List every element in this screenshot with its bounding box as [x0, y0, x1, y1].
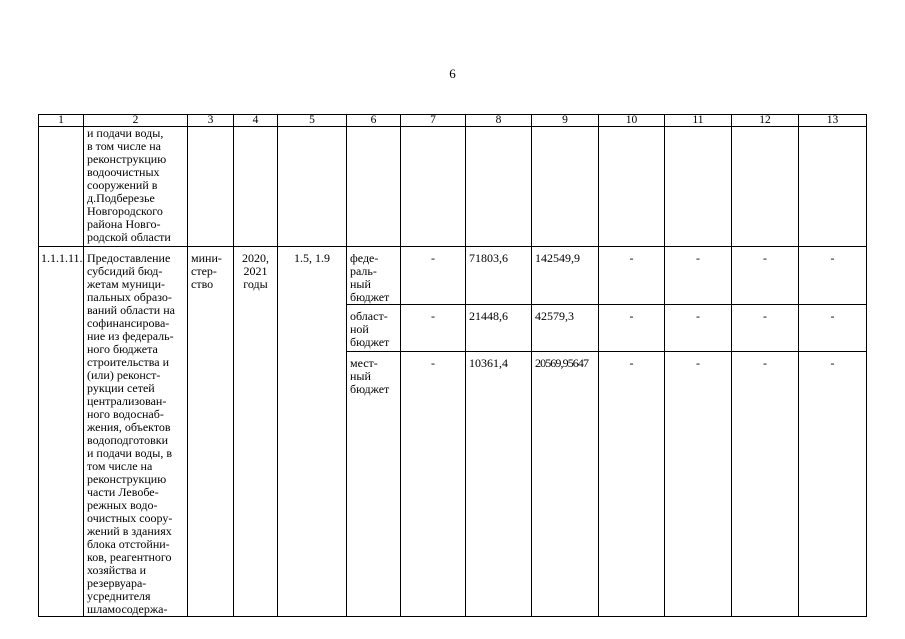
- source-c12: -: [732, 351, 799, 616]
- col-num-8: 8: [466, 115, 532, 127]
- item-description: Предоставление субсидий бюд- жетам муници- пальных образо- ваний области на софинансирова- ние из федераль- ного бюджета строительства и (или) реконст- рукции сетей централизован- ного водоснаб- жения, объектов водоподготовки и подачи воды, в том числе на реконструкцию части Левобе- режных водо- очистных соору- жений в зданиях блока отстойни- ков, реагентного хозяйства и резервуара- усреднителя шламосодержа-: [84, 247, 188, 617]
- source-c11: -: [665, 305, 732, 351]
- cont-cell-5: [278, 127, 347, 247]
- source-c9: 42579,3: [532, 305, 599, 351]
- cont-cell-3: [188, 127, 234, 247]
- cont-cell-8: [466, 127, 532, 247]
- col-num-2: 2: [84, 115, 188, 127]
- column-number-row: [39, 115, 867, 127]
- source-c11: -: [665, 247, 732, 305]
- item-code: 1.1.1.11.: [39, 247, 84, 617]
- page-number: 6: [449, 66, 456, 81]
- source-name: мест- ный бюджет: [347, 351, 401, 616]
- program-table: [38, 114, 867, 617]
- source-name: феде- раль- ный бюджет: [347, 247, 401, 305]
- source-row-federal: [39, 247, 867, 305]
- cont-cell-1: [39, 127, 84, 247]
- source-c13: -: [799, 247, 867, 305]
- continuation-row: [39, 127, 867, 247]
- item-executor: мини- стер- ство: [188, 247, 234, 617]
- source-c8: 71803,6: [466, 247, 532, 305]
- item-years: 2020, 2021 годы: [234, 247, 278, 617]
- col-num-5: 5: [278, 115, 347, 127]
- cont-cell-12: [732, 127, 799, 247]
- cont-cell-9: [532, 127, 599, 247]
- source-c7: -: [401, 305, 466, 351]
- source-c8: 10361,4: [466, 351, 532, 616]
- source-c7: -: [401, 351, 466, 616]
- source-c9: 20569,95647: [532, 351, 599, 616]
- cont-cell-4: [234, 127, 278, 247]
- cont-description: и подачи воды, в том числе на реконструкцию водоочистных сооружений в д.Подберезье Новгородского района Новго- родской области: [84, 127, 188, 247]
- source-c7: -: [401, 247, 466, 305]
- col-num-9: 9: [532, 115, 599, 127]
- source-c10: -: [599, 351, 665, 616]
- source-name: област- ной бюджет: [347, 305, 401, 351]
- col-num-1: 1: [39, 115, 84, 127]
- source-c11: -: [665, 351, 732, 616]
- col-num-11: 11: [665, 115, 732, 127]
- source-c13: -: [799, 305, 867, 351]
- cont-cell-11: [665, 127, 732, 247]
- cont-cell-7: [401, 127, 466, 247]
- item-target: 1.5, 1.9: [278, 247, 347, 617]
- col-num-12: 12: [732, 115, 799, 127]
- source-c13: -: [799, 351, 867, 616]
- col-num-10: 10: [599, 115, 665, 127]
- source-c12: -: [732, 305, 799, 351]
- cont-cell-13: [799, 127, 867, 247]
- source-c12: -: [732, 247, 799, 305]
- col-num-6: 6: [347, 115, 401, 127]
- source-c10: -: [599, 247, 665, 305]
- cont-cell-6: [347, 127, 401, 247]
- cont-cell-10: [599, 127, 665, 247]
- col-num-4: 4: [234, 115, 278, 127]
- source-c8: 21448,6: [466, 305, 532, 351]
- col-num-13: 13: [799, 115, 867, 127]
- source-c10: -: [599, 305, 665, 351]
- col-num-7: 7: [401, 115, 466, 127]
- source-c9: 142549,9: [532, 247, 599, 305]
- col-num-3: 3: [188, 115, 234, 127]
